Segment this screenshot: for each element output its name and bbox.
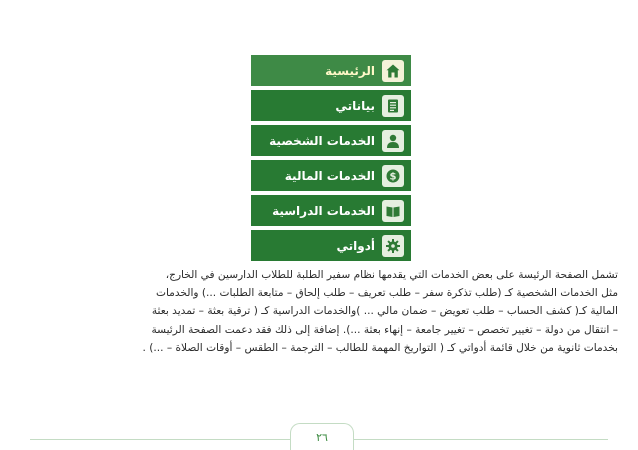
gear-icon [382, 235, 404, 257]
page-number-tab [290, 423, 354, 450]
home-icon [382, 60, 404, 82]
body-line: المالية كـ( كشف الحساب – طلب تعويض – ضمان مالي ... )والخدمات الدراسية كـ ( ترقية بعثة – تمديد بعثة [151, 305, 618, 318]
body-line: بخدمات ثانوية من خلال قائمة أدواتي كـ ( التواريخ المهمة للطالب – الترجمة – الطقس – أوقات الصلاة – ...) . [142, 341, 618, 354]
page-number: ٢٦ [316, 430, 328, 444]
menu-item-my-data[interactable] [251, 90, 411, 121]
document-icon [382, 95, 404, 117]
menu-label-home: الرئيسية [325, 63, 375, 78]
menu-item-financial-services[interactable] [251, 160, 411, 191]
menu-item-personal-services[interactable] [251, 125, 411, 156]
sidebar-menu [248, 52, 414, 265]
svg-text:$: $ [389, 171, 397, 183]
person-icon [382, 130, 404, 152]
book-icon [382, 200, 404, 222]
body-paragraph [20, 266, 618, 357]
menu-label-my-data: بياناتي [335, 98, 375, 113]
body-line: مثل الخدمات الشخصية كـ (طلب تذكرة سفر – طلب تعريف – طلب إلحاق – متابعة الطلبات ...) والخدمات [155, 287, 618, 300]
body-line: – انتقال من دولة – تغيير تخصص – تغيير جامعة – إنهاء بعثة ...). إضافة إلى ذلك فقد دعمت الصفحة الرئيسة [151, 323, 618, 336]
menu-label-financial-services: الخدمات المالية [284, 168, 375, 183]
menu-item-my-tools[interactable] [251, 230, 411, 261]
menu-item-academic-services[interactable] [251, 195, 411, 226]
menu-label-academic-services: الخدمات الدراسية [272, 203, 375, 218]
menu-item-home[interactable] [251, 55, 411, 86]
menu-label-my-tools: أدواتي [336, 238, 375, 253]
menu-label-personal-services: الخدمات الشخصية [269, 133, 375, 148]
money-icon [382, 165, 404, 187]
body-line: تشمل الصفحة الرئيسة على بعض الخدمات التي يقدمها نظام سفير الطلبة للطلاب الدارسين في الخارج، [165, 269, 618, 281]
